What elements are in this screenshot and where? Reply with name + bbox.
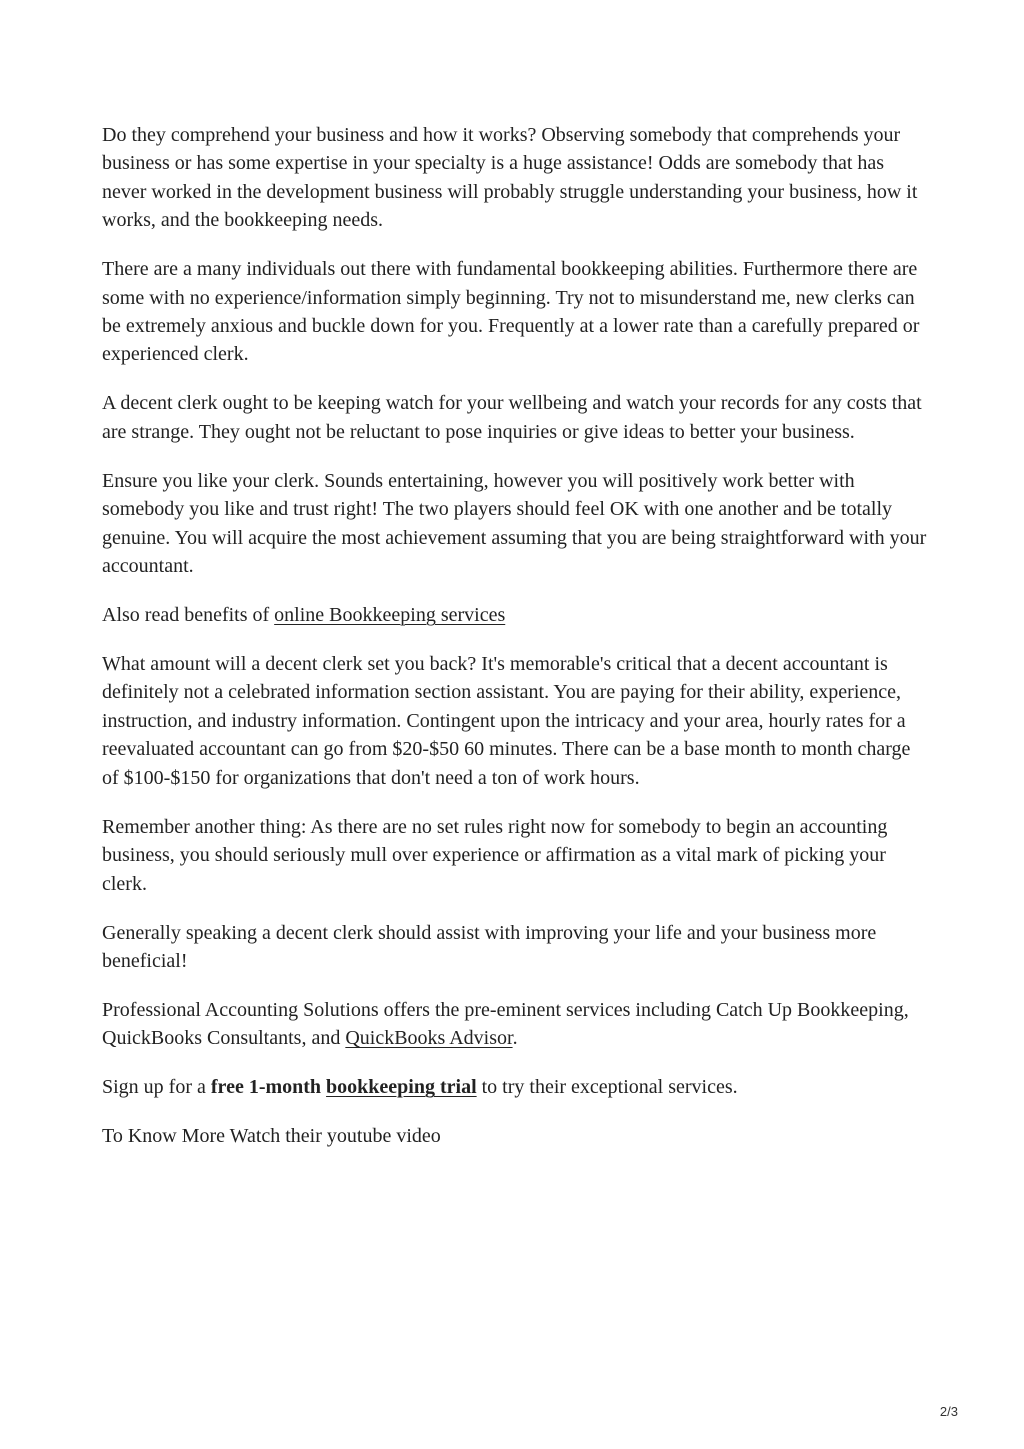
paragraph-decent-clerk: A decent clerk ought to be keeping watch for your wellbeing and watch your records for any costs that are strange. They ought not be reluctant to pose inquiries or give ideas to better your business. [102,392,922,443]
paragraph-remember: Remember another thing: As there are no set rules right now for somebody to begin an accounting business, you should seriously mull over experience or affirmation as a vital mark of picking your clerk. [102,815,888,895]
also-read-text: Also read benefits of [102,604,275,627]
bookkeeping-trial-link[interactable]: bookkeeping trial [326,1076,477,1099]
paragraph-generally-speaking: Generally speaking a decent clerk should assist with improving your life and your business more beneficial! [102,921,877,972]
sign-up-suffix: to try their exceptional services. [476,1076,738,1099]
paragraph-cost: What amount will a decent clerk set you back? It's memorable's critical that a decent accountant is definitely not a celebrated information section assistant. You are paying for their ability, experience, instruction, and industry information. Contingent upon the intricacy and your area, hourly rates for a reevaluated accountant can go from $20-$50 60 minutes. There can be a base month to month charge of $100-$150 for organizations that don't need a ton of work hours. [102,653,911,789]
quickbooks-advisor-link[interactable]: QuickBooks Advisor [345,1027,513,1050]
paragraph-business-understanding: Do they comprehend your business and how it works? Observing somebody that comprehends your business or has some expertise in your specialty is a huge assistance! Odds are somebody that has never worked in the development business will probably struggle understanding your business, how it works, and the bookkeeping needs. [102,124,918,232]
paragraph-like-your-clerk: Ensure you like your clerk. Sounds entertaining, however you will positively work better with somebody you like and trust right! The two players should feel OK with one another and be totally genuine. You will acquire the most achievement assuming that you are being straightforward with your accountant. [102,469,927,578]
paragraph-also-read [102,601,932,629]
paragraph-sign-up [102,1073,932,1101]
paragraph-bookkeeping-abilities: There are a many individuals out there with fundamental bookkeeping abilities. Furthermore there are some with no experience/information simply beginning. Try not to misunderstand me, new clerks can be extremely anxious and buckle down for you. Frequently at a lower rate than a carefully prepared or experienced clerk. [102,258,920,366]
document-body [102,121,932,1171]
services-period: . [512,1027,518,1050]
free-month-text: free 1-month [210,1076,322,1099]
page-number: 2/3 [939,1404,958,1419]
paragraph-professional-services [102,996,932,1053]
sign-up-text: Sign up for a [102,1076,211,1099]
paragraph-youtube-video: To Know More Watch their youtube video [102,1125,441,1148]
online-bookkeeping-services-link[interactable]: online Bookkeeping services [274,604,506,627]
services-text: Professional Accounting Solutions offers the pre-eminent services including Catch Up Bookkeeping, QuickBooks Consultants, and [102,998,909,1050]
